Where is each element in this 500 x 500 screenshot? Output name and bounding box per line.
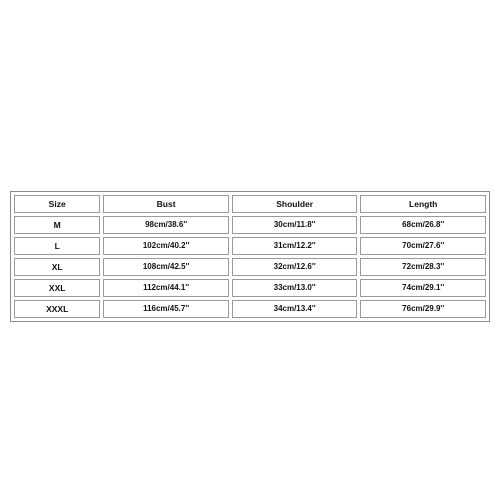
length-cell: 74cm/29.1'' — [360, 279, 486, 297]
size-chart-table — [10, 191, 490, 322]
table-row — [14, 300, 486, 318]
bust-cell: 116cm/45.7'' — [103, 300, 229, 318]
size-cell: L — [14, 237, 100, 255]
table-row — [14, 258, 486, 276]
bust-cell: 108cm/42.5'' — [103, 258, 229, 276]
bust-cell: 112cm/44.1'' — [103, 279, 229, 297]
bust-cell: 102cm/40.2'' — [103, 237, 229, 255]
size-cell: XXL — [14, 279, 100, 297]
size-cell: M — [14, 216, 100, 234]
header-size: Size — [14, 195, 100, 213]
header-shoulder: Shoulder — [232, 195, 358, 213]
table-row — [14, 237, 486, 255]
header-length: Length — [360, 195, 486, 213]
table-row — [14, 279, 486, 297]
shoulder-cell: 34cm/13.4'' — [232, 300, 358, 318]
length-cell: 68cm/26.8'' — [360, 216, 486, 234]
shoulder-cell: 32cm/12.6'' — [232, 258, 358, 276]
header-row — [14, 195, 486, 213]
shoulder-cell: 33cm/13.0'' — [232, 279, 358, 297]
length-cell: 76cm/29.9'' — [360, 300, 486, 318]
table-row — [14, 216, 486, 234]
shoulder-cell: 31cm/12.2'' — [232, 237, 358, 255]
shoulder-cell: 30cm/11.8'' — [232, 216, 358, 234]
size-cell: XL — [14, 258, 100, 276]
length-cell: 72cm/28.3'' — [360, 258, 486, 276]
length-cell: 70cm/27.6'' — [360, 237, 486, 255]
bust-cell: 98cm/38.6'' — [103, 216, 229, 234]
size-cell: XXXL — [14, 300, 100, 318]
header-bust: Bust — [103, 195, 229, 213]
